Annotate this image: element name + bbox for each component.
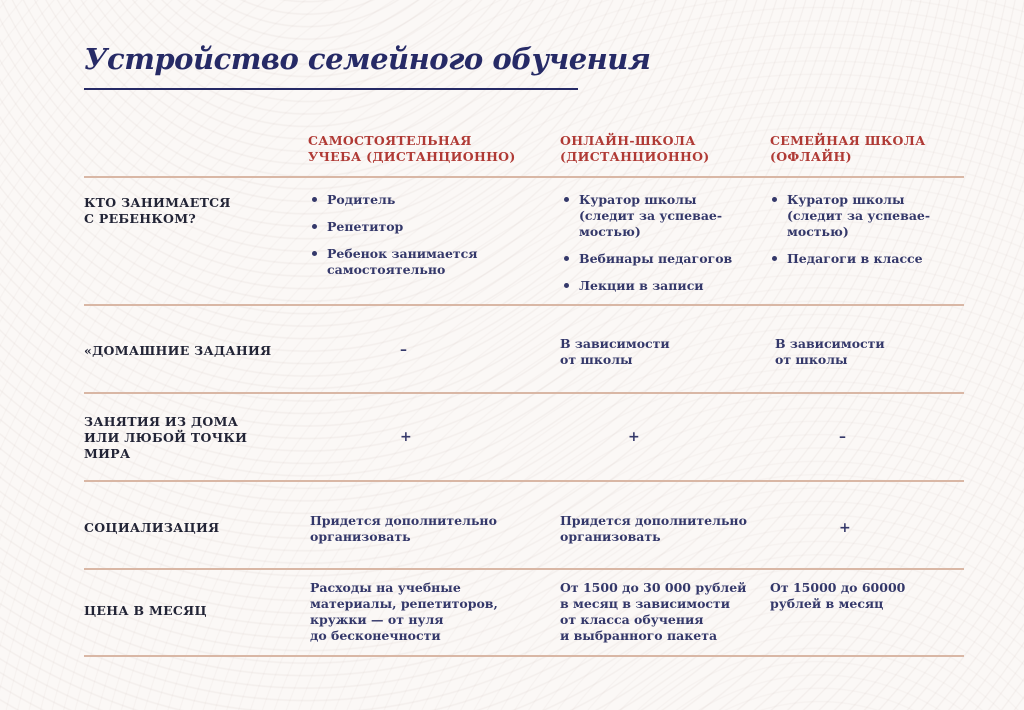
cell-who-online — [562, 192, 732, 305]
cell-homework-family: В зависимости от школы — [775, 336, 885, 367]
row-divider — [84, 568, 964, 570]
list-item — [770, 192, 930, 240]
cell-remote-family: – — [839, 429, 846, 445]
bullet-list — [562, 192, 732, 294]
cell-price-family: От 15000 до 60000 рублей в месяц — [770, 580, 906, 611]
list-item — [310, 219, 478, 235]
row-label-social: СОЦИАЛИЗАЦИЯ — [84, 520, 220, 535]
cell-remote-self: + — [400, 429, 412, 445]
title-underline — [84, 88, 578, 90]
column-header-self-study — [308, 133, 516, 165]
list-item — [562, 251, 732, 267]
row-divider — [84, 392, 964, 394]
list-item — [310, 246, 478, 278]
list-item-text: Репетитор — [327, 219, 404, 234]
column-header-label: ОНЛАЙН-ШКОЛА (ДИСТАНЦИОННО) — [560, 133, 710, 164]
row-divider — [84, 176, 964, 178]
bullet-list — [770, 192, 930, 267]
list-item-text: Вебинары педагогов — [579, 251, 733, 266]
cell-social-online: Придется дополнительно организовать — [560, 513, 747, 544]
row-label-homework: «ДОМАШНИЕ ЗАДАНИЯ — [84, 343, 272, 358]
cell-homework-self: – — [400, 342, 407, 358]
list-item-text: Лекции в записи — [579, 278, 704, 293]
column-header-label: САМОСТОЯТЕЛЬНАЯ УЧЕБА (ДИСТАНЦИОННО) — [308, 133, 516, 164]
row-divider — [84, 304, 964, 306]
cell-price-online: От 1500 до 30 000 рублей в месяц в зависимости от класса обучения и выбранного пакета — [560, 580, 747, 643]
row-label-price: ЦЕНА В МЕСЯЦ — [84, 603, 207, 618]
cell-remote-online: + — [628, 429, 640, 445]
list-item — [562, 192, 732, 240]
list-item — [310, 192, 478, 208]
row-label-who: КТО ЗАНИМАЕТСЯ С РЕБЕНКОМ? — [84, 195, 231, 226]
list-item — [770, 251, 930, 267]
cell-homework-online: В зависимости от школы — [560, 336, 670, 367]
row-label-remote: ЗАНЯТИЯ ИЗ ДОМА ИЛИ ЛЮБОЙ ТОЧКИ МИРА — [84, 414, 248, 461]
cell-social-self: Придется дополнительно организовать — [310, 513, 497, 544]
cell-who-self — [310, 192, 478, 289]
list-item-text: Ребенок занимается самостоятельно — [327, 246, 478, 277]
cell-price-self: Расходы на учебные материалы, репетиторов, кружки — от нуля до бесконечности — [310, 580, 498, 643]
list-item-text: Педагоги в классе — [787, 251, 923, 266]
row-divider — [84, 480, 964, 482]
column-header-online-school — [560, 133, 709, 165]
cell-social-family: + — [839, 520, 851, 536]
list-item-text: Куратор школы (следит за успевае- мостью) — [579, 192, 723, 239]
page-title: Устройство семейного обучения — [84, 42, 651, 76]
column-header-family-school — [770, 133, 926, 165]
list-item — [562, 278, 732, 294]
list-item-text: Куратор школы (следит за успевае- мостью) — [787, 192, 931, 239]
list-item-text: Родитель — [327, 192, 396, 207]
cell-who-family — [770, 192, 930, 278]
column-header-label: СЕМЕЙНАЯ ШКОЛА (ОФЛАЙН) — [770, 133, 926, 164]
row-divider — [84, 655, 964, 657]
bullet-list — [310, 192, 478, 278]
